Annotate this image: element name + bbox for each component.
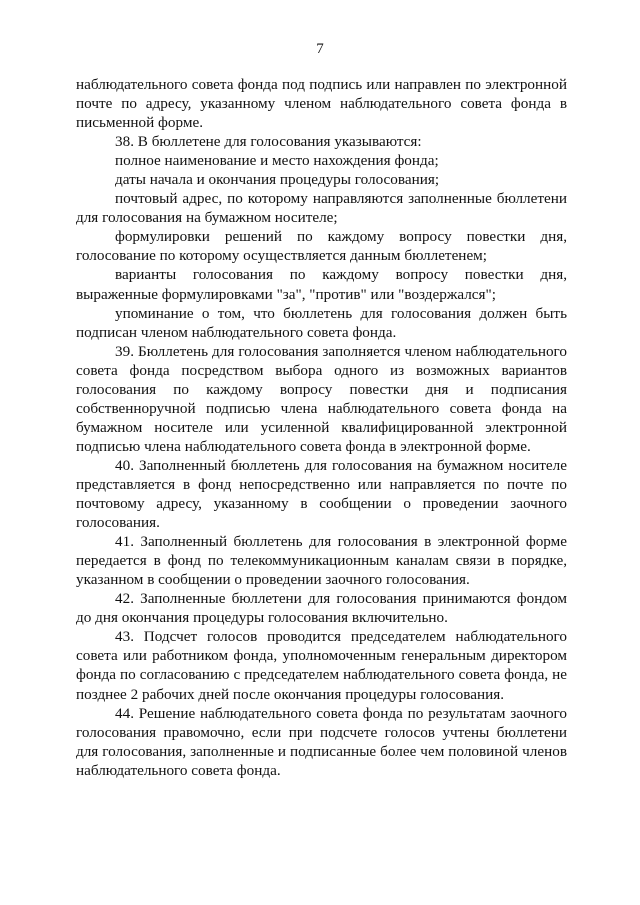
paragraph-41: 41. Заполненный бюллетень для голосования в электронной форме передается в фонд по телекоммуникационным каналам связи в порядке, указанном в сообщении о проведении заочного голосования. bbox=[76, 533, 567, 589]
paragraph-38-item-postal-address: почтовый адрес, по которому направляются заполненные бюллетени для голосования на бумажном носителе; bbox=[76, 190, 567, 227]
paragraph-42: 42. Заполненные бюллетени для голосования принимаются фондом до дня окончания процедуры голосования включительно. bbox=[76, 590, 567, 627]
paragraph-38-item-dates: даты начала и окончания процедуры голосования; bbox=[115, 171, 440, 189]
paragraph-38-item-signature-note: упоминание о том, что бюллетень для голосования должен быть подписан членом наблюдательного совета фонда. bbox=[76, 304, 567, 341]
paragraph-39: 39. Бюллетень для голосования заполняется членом наблюдательного совета фонда посредством выбора одного из возможных вариантов голосования по каждому вопросу повестки дня и подписания собственноручной подписью члена наблюдательного совета фонда на бумажном носителе или усиленной квалифицированной электронной подписью члена наблюдательного совета фонда в электронной форме. bbox=[76, 342, 567, 455]
document-body bbox=[76, 75, 567, 780]
paragraph-43: 43. Подсчет голосов проводится председателем наблюдательного совета или работником фонда, уполномоченным генеральным директором фонда по согласованию с председателем наблюдательного совета фонда, не позднее 2 рабочих дней после окончания процедуры голосования. bbox=[76, 628, 567, 703]
page-number: 7 bbox=[316, 41, 324, 57]
paragraph-40: 40. Заполненный бюллетень для голосования на бумажном носителе представляется в фонд непосредственно или направляется по почте по почтовому адресу, указанному в сообщении о проведении заочного голосования. bbox=[76, 456, 567, 532]
paragraph-continuation: наблюдательного совета фонда под подпись или направлен по электронной почте по адресу, указанному членом наблюдательного совета фонда в письменной форме. bbox=[76, 76, 567, 132]
paragraph-38-item-voting-options: варианты голосования по каждому вопросу повестки дня, выраженные формулировками "за", "против" или "воздержался"; bbox=[76, 266, 567, 303]
paragraph-38: 38. В бюллетене для голосования указываются: bbox=[115, 133, 422, 151]
paragraph-38-item-full-name: полное наименование и место нахождения фонда; bbox=[115, 152, 439, 170]
paragraph-38-item-decisions: формулировки решений по каждому вопросу повестки дня, голосование по которому осуществляется данным бюллетенем; bbox=[76, 228, 567, 265]
paragraph-44: 44. Решение наблюдательного совета фонда по результатам заочного голосования правомочно, если при подсчете голосов учтены бюллетени для голосования, заполненные и подписанные более чем половиной членов наблюдательного совета фонда. bbox=[76, 704, 567, 779]
